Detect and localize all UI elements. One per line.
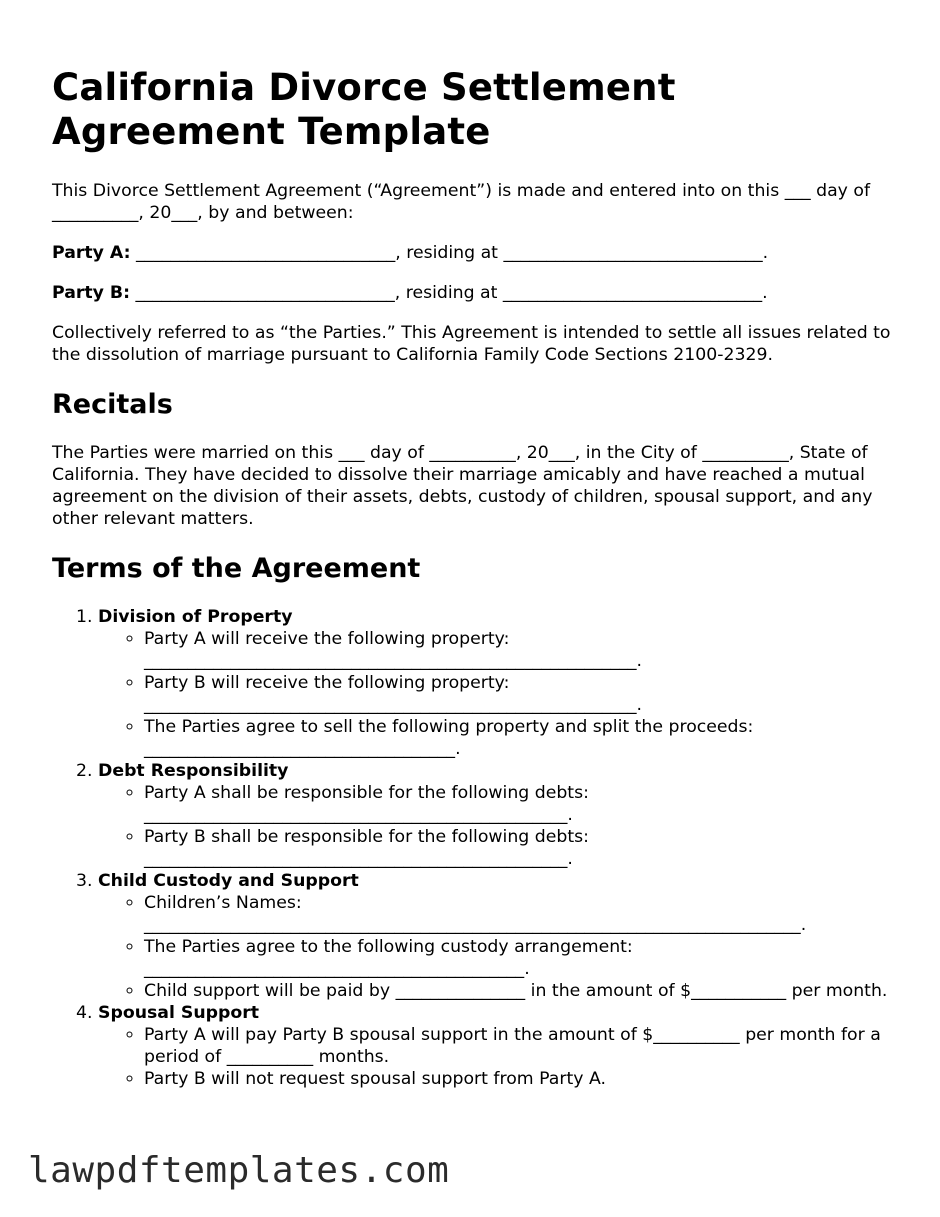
term-subitem: ◦ The Parties agree to sell the following property and split the proceeds: ____________________________________.: [144, 716, 892, 760]
recitals-paragraph: The Parties were married on this ___ day of __________, 20___, in the City of __________, State of California. They have decided to dissolve their marriage amicably and have reached a mutual agreement on the division of their assets, debts, custody of children, spousal support, and any other relevant matters.: [52, 443, 873, 529]
term-item: [98, 870, 892, 1002]
watermark-logo: lawpdftemplates.com: [28, 1150, 450, 1191]
term-item: [98, 1002, 892, 1090]
term-subitem: ◦ Party A will receive the following property: _________________________________________________________.: [144, 628, 892, 672]
term-sublist: [98, 628, 892, 760]
term-subitem: ◦ Party B shall be responsible for the following debts: _________________________________________________.: [144, 826, 892, 870]
term-subitem: ◦ Party A will pay Party B spousal support in the amount of $__________ per month for a period of __________ months.: [144, 1024, 892, 1068]
party-a-label: Party A:: [52, 243, 131, 263]
term-subitem: ◦ The Parties agree to the following custody arrangement: ____________________________________________.: [144, 936, 892, 980]
term-subitem: ◦ Party B will receive the following property: _________________________________________________________.: [144, 672, 892, 716]
intro-paragraph: This Divorce Settlement Agreement (“Agreement”) is made and entered into on this ___ day of __________, 20___, by and between:: [52, 181, 871, 223]
document-title: California Divorce Settlement Agreement Template: [52, 66, 676, 153]
term-title: Spousal Support: [98, 1003, 260, 1023]
term-sublist: [98, 782, 892, 870]
term-subitem: ◦ Party B will not request spousal support from Party A.: [144, 1068, 892, 1090]
term-title: Debt Responsibility: [98, 761, 289, 781]
term-subitem: ◦ Party A shall be responsible for the following debts: _________________________________________________.: [144, 782, 892, 826]
term-subitem: ◦ Child support will be paid by _______________ in the amount of $___________ per month.: [144, 980, 892, 1002]
term-sublist: [98, 1024, 892, 1090]
term-item: [98, 760, 892, 870]
party-a-line: [52, 242, 892, 264]
term-item: [98, 606, 892, 760]
party-b-line: [52, 282, 892, 304]
terms-heading: Terms of the Agreement: [52, 553, 421, 584]
term-subitem: ◦ Children’s Names: ____________________________________________________________________________.: [144, 892, 892, 936]
party-a-text: ______________________________, residing at ______________________________.: [130, 243, 769, 263]
document-page: [52, 66, 892, 1090]
party-b-label: Party B:: [52, 283, 131, 303]
term-title: Division of Property: [98, 607, 293, 627]
term-sublist: [98, 892, 892, 1002]
term-title: Child Custody and Support: [98, 871, 359, 891]
recitals-heading: Recitals: [52, 389, 173, 420]
collective-paragraph: Collectively referred to as “the Parties.” This Agreement is intended to settle all issues related to the dissolution of marriage pursuant to California Family Code Sections 2100-2329.: [52, 323, 891, 365]
party-b-text: ______________________________, residing at ______________________________.: [130, 283, 768, 303]
terms-list: [52, 606, 892, 1090]
